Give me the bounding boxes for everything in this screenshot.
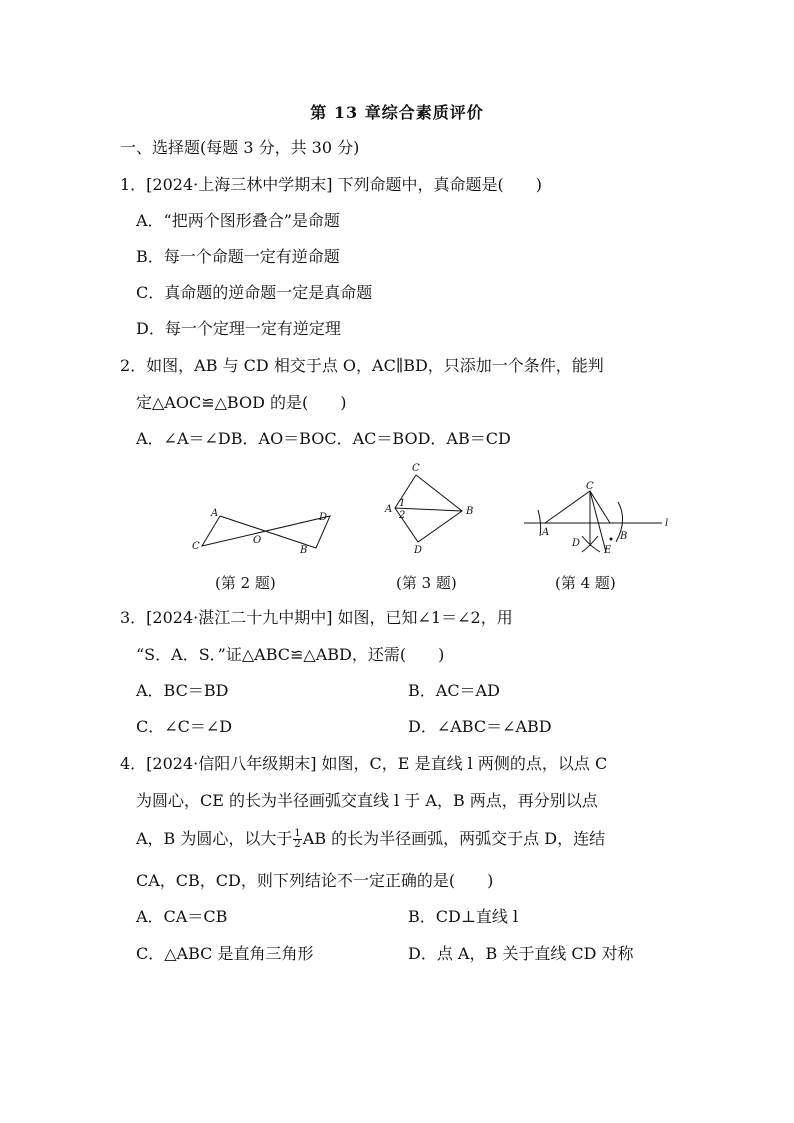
fig3-label-1: 1 <box>399 498 406 509</box>
fig4-caption: (第 4 题) <box>555 574 616 592</box>
fig3-label-b: B <box>466 506 474 517</box>
q4-option-c[interactable]: C．△ABC 是直角三角形 <box>136 944 314 963</box>
fig3-label-a: A <box>385 504 393 515</box>
section-heading: 一、选择题(每题 3 分，共 30 分) <box>120 138 360 157</box>
fig4-label-b: B <box>620 531 628 542</box>
q4-stem-line2: 为圆心，CE 的长为半径画弧交直线 l 于 A，B 两点，再分别以点 <box>136 791 598 810</box>
q4-fraction <box>293 829 301 850</box>
fig3-label-d: D <box>414 545 423 556</box>
fig2-label-c: C <box>192 541 200 552</box>
q1-option-d[interactable]: D．每一个定理一定有逆定理 <box>136 319 341 338</box>
fig4-label-a: A <box>542 527 550 538</box>
q4-stem-line3-part-a: A，B 为圆心，以大于 <box>136 829 293 848</box>
q2-stem-line2: 定△AOC≌△BOD 的是( ) <box>136 393 347 412</box>
q3-option-c[interactable]: C．∠C＝∠D <box>136 717 233 736</box>
q4-stem-line3 <box>136 828 605 850</box>
fig2-label-b: B <box>300 545 308 556</box>
fig4-label-c: C <box>586 481 594 492</box>
fig2-label-a: A <box>211 508 219 519</box>
q4-option-b[interactable]: B．CD⊥直线 l <box>408 907 519 926</box>
q3-option-a[interactable]: A．BC＝BD <box>136 681 229 700</box>
figure-q3 <box>380 460 490 560</box>
fig2-label-d: D <box>319 512 328 523</box>
q3-option-d[interactable]: D．∠ABC＝∠ABD <box>408 717 552 736</box>
q4-option-a[interactable]: A．CA＝CB <box>136 907 228 926</box>
fig4-label-l: l <box>665 518 669 529</box>
q1-option-c[interactable]: C．真命题的逆命题一定是真命题 <box>136 283 373 302</box>
q3-option-b[interactable]: B．AC＝AD <box>408 681 500 700</box>
q2-options[interactable]: A．∠A＝∠DB．AO＝BOC．AC＝BOD．AB＝CD <box>136 429 511 448</box>
q1-option-a[interactable]: A．“把两个图形叠合”是命题 <box>136 211 340 230</box>
q4-fraction-numerator: 1 <box>294 828 301 839</box>
fig4-label-e: E <box>604 545 612 556</box>
q1-option-b[interactable]: B．每一个命题一定有逆命题 <box>136 247 340 266</box>
figure-q4 <box>520 480 680 560</box>
q2-stem-line1: 2．如图，AB 与 CD 相交于点 O，AC∥BD，只添加一个条件，能判 <box>120 356 604 375</box>
page-title: 第 13 章综合素质评价 <box>310 103 484 122</box>
fig3-label-c: C <box>412 463 420 474</box>
q1-stem: 1．[2024·上海三林中学期末] 下列命题中，真命题是( ) <box>120 175 543 194</box>
q3-stem-line1: 3．[2024·湛江二十九中期中] 如图，已知∠1＝∠2，用 <box>120 608 513 627</box>
fig2-label-o: O <box>253 535 262 546</box>
figure-q2 <box>180 500 340 560</box>
q4-stem-line1: 4．[2024·信阳八年级期末] 如图，C，E 是直线 l 两侧的点，以点 C <box>120 754 608 773</box>
q4-option-d[interactable]: D．点 A，B 关于直线 CD 对称 <box>408 944 634 963</box>
q4-fraction-denominator: 2 <box>294 839 301 850</box>
fig4-label-d: D <box>572 538 581 549</box>
q3-stem-line2: “S．A．S．”证△ABC≌△ABD，还需( ) <box>136 645 445 664</box>
fig3-label-2: 2 <box>399 510 406 521</box>
fig3-caption: (第 3 题) <box>396 574 457 592</box>
fig2-caption: (第 2 题) <box>215 574 276 592</box>
q4-stem-line3-part-b: AB 的长为半径画弧，两弧交于点 D，连结 <box>302 829 606 848</box>
q4-stem-line4: CA，CB，CD，则下列结论不一定正确的是( ) <box>136 871 494 890</box>
